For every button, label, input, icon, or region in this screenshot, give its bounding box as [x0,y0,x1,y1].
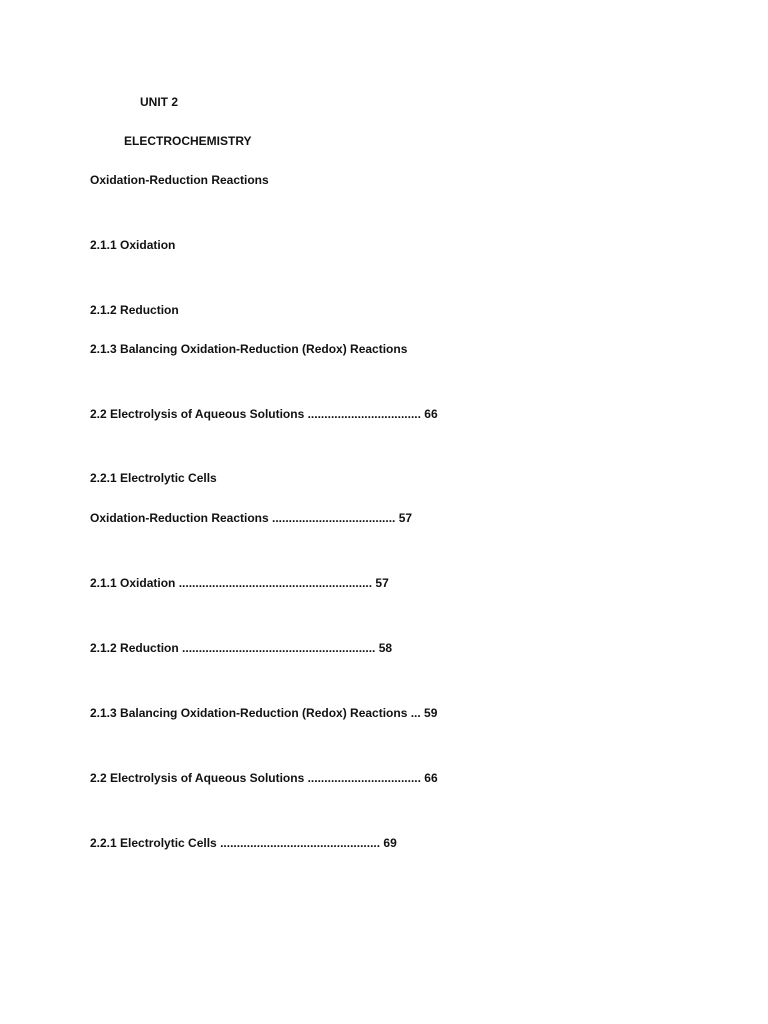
outline-item-electrolysis: 2.2 Electrolysis of Aqueous Solutions .................................. 66 [90,407,438,421]
toc-entry-electrolysis: 2.2 Electrolysis of Aqueous Solutions .................................. 66 [90,771,438,785]
outline-item-oxidation: 2.1.1 Oxidation [90,238,176,252]
outline-heading: Oxidation-Reduction Reactions [90,173,269,187]
outline-item-balancing: 2.1.3 Balancing Oxidation-Reduction (Redox) Reactions [90,342,408,356]
outline-item-reduction: 2.1.2 Reduction [90,303,179,317]
toc-entry-balancing: 2.1.3 Balancing Oxidation-Reduction (Redox) Reactions ... 59 [90,706,438,720]
toc-entry-electrolytic-cells: 2.2.1 Electrolytic Cells ................................................ 69 [90,836,397,850]
outline-item-electrolytic-cells: 2.2.1 Electrolytic Cells [90,471,217,485]
subject-title: ELECTROCHEMISTRY [124,134,252,148]
toc-entry-oxidation: 2.1.1 Oxidation .......................................................... 57 [90,576,389,590]
toc-entry-redox-reactions: Oxidation-Reduction Reactions ..................................... 57 [90,511,413,525]
toc-entry-reduction: 2.1.2 Reduction .......................................................... 58 [90,641,393,655]
unit-label: UNIT 2 [140,95,179,109]
